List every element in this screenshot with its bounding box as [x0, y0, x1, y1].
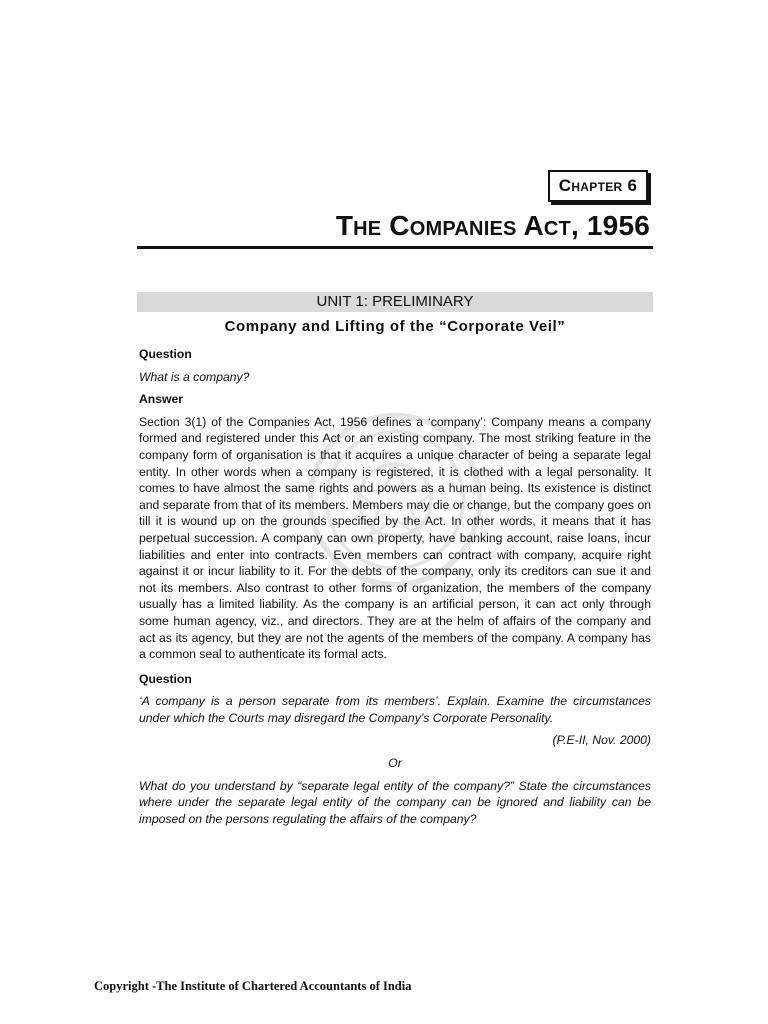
main-content: [139, 346, 651, 827]
or-separator: Or: [388, 756, 402, 771]
alternate-question-text: What do you understand by “separate legal entity of the company?” State the circumstances where under the separate legal entity of the company can be ignored and liability can be imposed on the persons regulating the affairs of the company?: [139, 778, 651, 826]
answer-label: Answer: [139, 392, 184, 407]
copyright-footer: Copyright -The Institute of Chartered Accountants of India: [94, 979, 412, 993]
question-label: Question: [139, 347, 192, 361]
section-subheading: Company and Lifting of the “Corporate Veil”: [224, 318, 566, 335]
question-text: What is a company?: [139, 369, 250, 384]
unit-heading: UNIT 1: PRELIMINARY: [137, 292, 653, 312]
exam-citation: (P.E-II, Nov. 2000): [552, 733, 651, 748]
chapter-title: The Companies Act, 1956: [335, 210, 650, 241]
title-divider: [137, 246, 653, 249]
question-label: Question: [139, 671, 192, 686]
chapter-label: Chapter 6: [558, 176, 638, 195]
answer-text: Section 3(1) of the Companies Act, 1956 defines a ‘company’: Company means a company formed and registered under this Act or an existing company. The most striking feature in the company form of organisation is that it acquires a unique character of being a separate legal entity. In other words when a company is registered, it is clothed with a legal personality. It comes to have almost the same rights and powers as a human being. Its existence is distinct and separate from that of its members. Members may die or change, but the company goes on till it is wound up on the grounds specified by the Act. In other words, it means that it has perpetual succession. A company can own property, have banking account, raise loans, incur liabilities and enter into contracts. Even members can contract with company, acquire right against it or incur liability to it. For the debts of the company, only its creditors can sue it and not its members. Also contrast to other forms of organization, the members of the company usually has a limited liability. As the company is an artificial person, it can act only through some human agency, viz., and directors. They are at the helm of affairs of the company and act as its agency, but they are not the agents of the members of the company. A company has a common seal to authenticate its formal acts.: [139, 414, 651, 662]
chapter-number-box: [548, 170, 648, 202]
question-text: ‘A company is a person separate from its members’. Explain. Examine the circumstances under which the Courts may disregard the Company’s Corporate Personality.: [139, 694, 651, 725]
